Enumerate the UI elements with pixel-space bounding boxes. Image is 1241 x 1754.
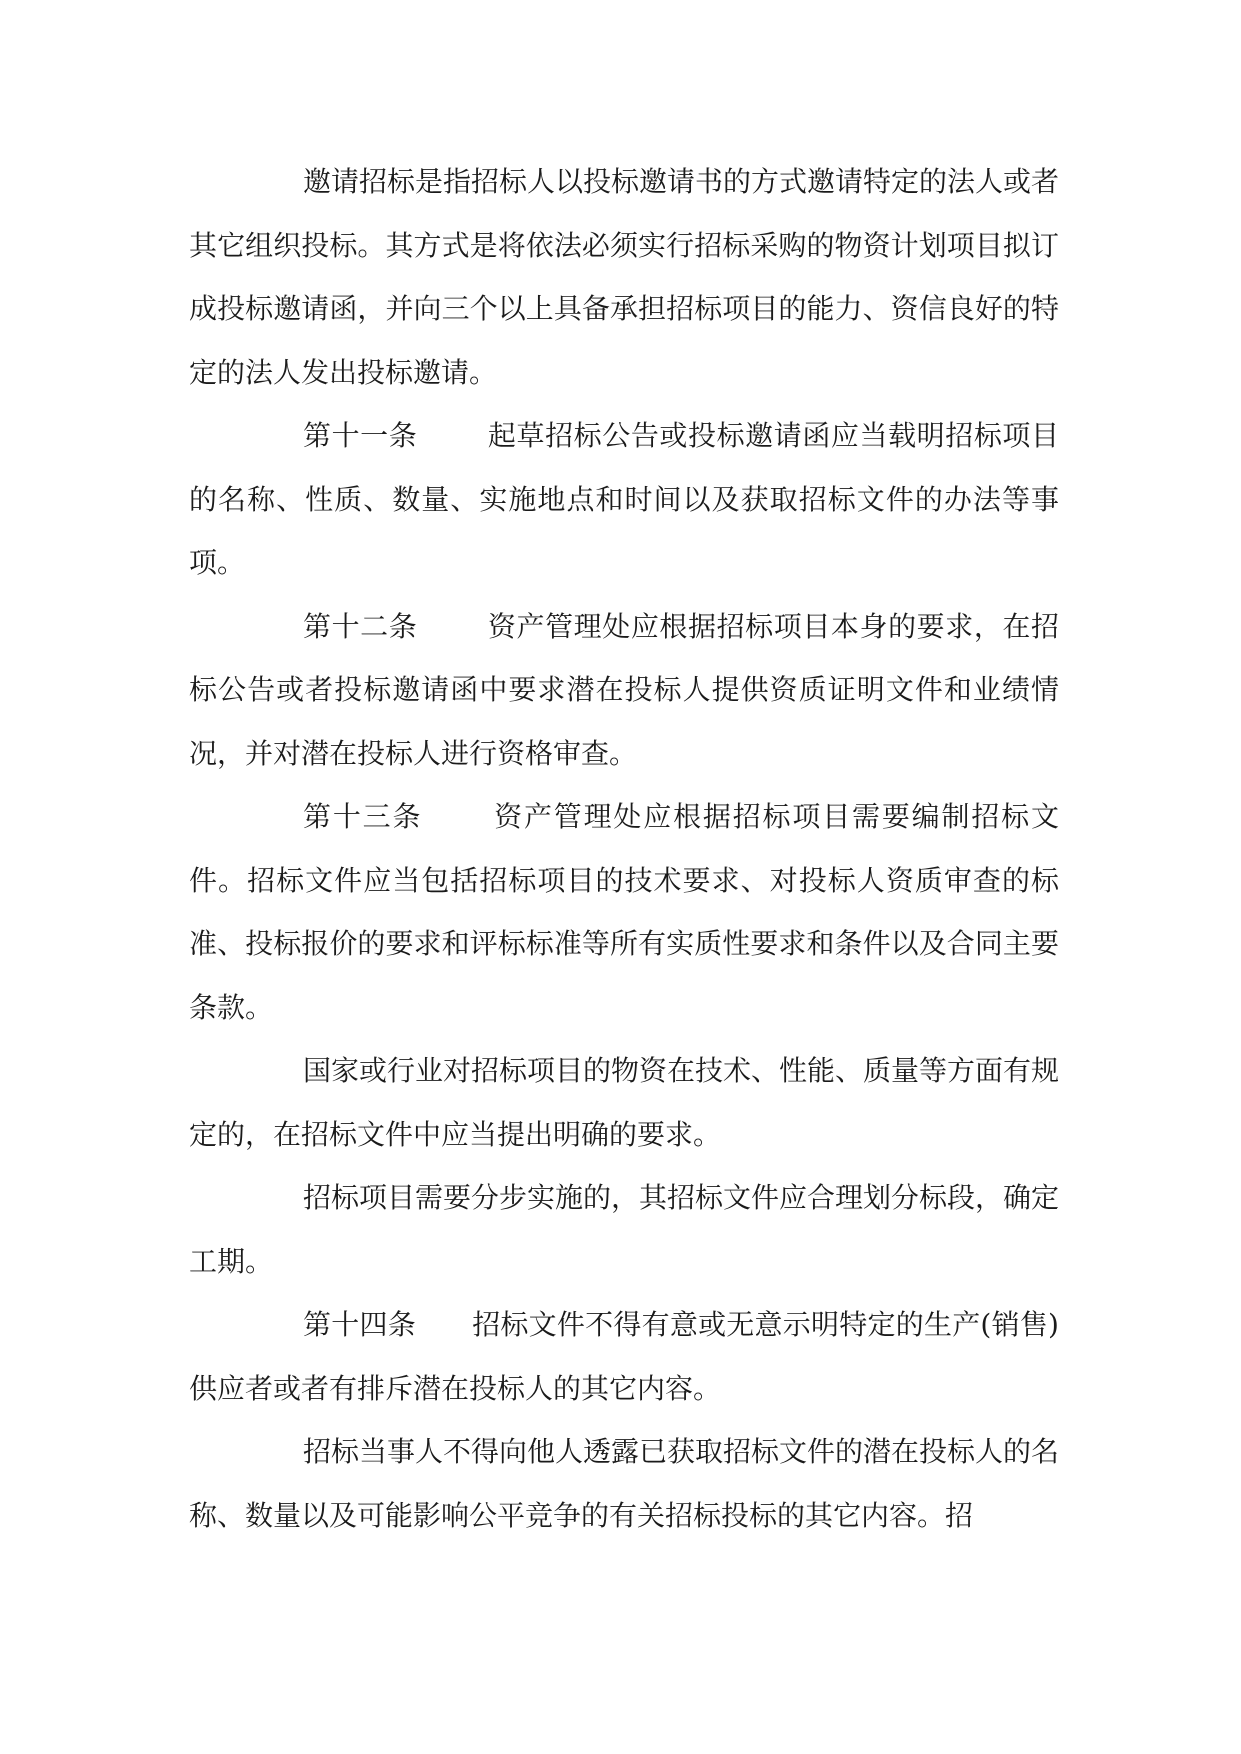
article-number: 第十三条 [303, 800, 423, 833]
paragraph-text: 招标当事人不得向他人透露已获取招标文件的潜在投标人的名称、数量以及可能影响公平竞争的有关招标投标的其它内容。招 [189, 1435, 1060, 1532]
paragraph-text: 国家或行业对招标项目的物资在技术、性能、质量等方面有规定的，在招标文件中应当提出明确的要求。 [189, 1054, 1060, 1151]
paragraph-invitation-bidding [189, 150, 1059, 404]
paragraph-text: 招标项目需要分步实施的，其招标文件应合理划分标段，确定工期。 [189, 1181, 1060, 1278]
paragraph-text: 资产管理处应根据招标项目需要编制招标文件。招标文件应当包括招标项目的技术要求、对投标人资质审查的标准、投标报价的要求和评标标准等所有实质性要求和条件以及合同主要条款。 [189, 800, 1059, 1024]
paragraph-text: 起草招标公告或投标邀请函应当载明招标项目的名称、性质、数量、实施地点和时间以及获取招标文件的办法等事项。 [189, 419, 1059, 579]
article-number: 第十二条 [303, 609, 418, 643]
document-body [189, 150, 1059, 1547]
article-number: 第十一条 [303, 419, 418, 452]
paragraph-article-11 [189, 404, 1059, 595]
article-number: 第十四条 [303, 1308, 416, 1341]
paragraph-national-standards [189, 1039, 1059, 1166]
paragraph-text: 资产管理处应根据招标项目本身的要求，在招标公告或者投标邀请函中要求潜在投标人提供资质证明文件和业绩情况，并对潜在投标人进行资格审查。 [189, 609, 1059, 770]
paragraph-article-12 [189, 595, 1059, 786]
paragraph-text: 邀请招标是指招标人以投标邀请书的方式邀请特定的法人或者其它组织投标。其方式是将依法必须实行招标采购的物资计划项目拟订成投标邀请函，并向三个以上具备承担招标项目的能力、资信良好的特定的法人发出投标邀请。 [189, 165, 1060, 389]
paragraph-article-13 [189, 785, 1059, 1039]
paragraph-text: 招标文件不得有意或无意示明特定的生产(销售)供应者或者有排斥潜在投标人的其它内容。 [189, 1308, 1059, 1405]
paragraph-article-14 [189, 1293, 1059, 1420]
paragraph-confidentiality [189, 1420, 1059, 1547]
paragraph-phased-implementation [189, 1166, 1059, 1293]
